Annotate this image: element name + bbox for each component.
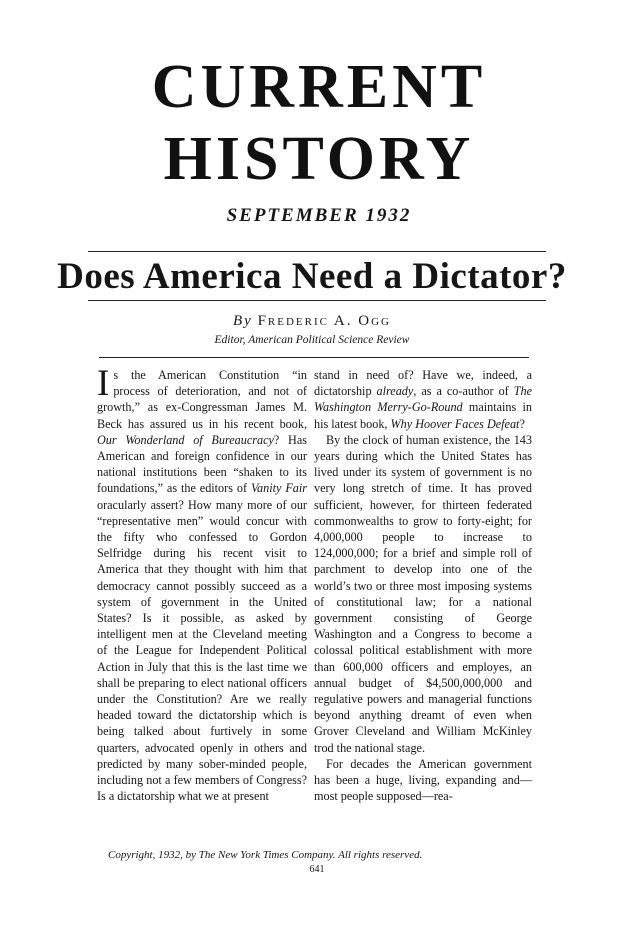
book-title: Our Wonderland of Bureaucracy — [97, 432, 274, 447]
copyright-notice: Copyright, 1932, by The New York Times Company. All rights reserved. — [108, 849, 423, 861]
left-paragraph: Is the American Constitution “in process of deterioration, and not of growth,” as ex-Congressman James M. Beck has assured us in his recent book, Our Wonderland of Bureaucracy? Has American and foreign confidence in our national institutions been “shaken to its foundations,” as the editors of Vanity Fair oracularly assert? How many more of our “representative men” would concur with the fifty who confessed to Gordon Selfridge during his recent visit to America that they thought with him that democracy cannot possibly succeed as a system of government in the United States? Is it possible, as asked by intelligent men at the Cleveland meeting of the League for Independent Political Action in July that this is the last time we shall be preparing to elect national officers under the Constitution? Are we really headed toward the dictatorship which is being talked about furtively in some quarters, advocated openly in others and predicted by many sober-minded people, including not a few members of Congress? Is a dictatorship what we at present — [97, 363, 307, 804]
title-rule-top — [88, 251, 546, 252]
drop-cap: I — [97, 363, 110, 404]
right-paragraph-3: For decades the American government has been a huge, living, expanding and—most people supposed—rea- — [314, 756, 532, 804]
right-paragraph-1: stand in need of? Have we, indeed, a dictatorship already, as a co-author of The Washington Merry-Go-Round maintains in his latest book, Why Hoover Faces Defeat? — [314, 368, 532, 431]
byline-prefix: By — [233, 313, 253, 329]
right-column — [314, 367, 532, 804]
title-rule-bottom — [88, 300, 546, 301]
masthead-current: CURRENT — [151, 53, 487, 121]
book-title: The Washington Merry-Go-Round — [314, 384, 532, 415]
right-paragraph-2: By the clock of human existence, the 143 years during which the United States has lived under its system of government is no very long stretch of time. It has proved sufficient, however, for thirteen federated commonwealths to grow to forty-eight; for 4,000,000 people to increase to 124,000,000; for a brief and simple roll of parchment to develop into one of the world’s two or three most imposing systems of constitutional law; for a national government consisting of George Washington and a Congress to become a colossal political establishment with more than 600,000 officers and employes, an annual budget of $4,500,000,000 and regulative powers and managerial functions beyond anything dreamt of even when Grover Cleveland and William McKinley trod the national stage. — [314, 432, 532, 755]
byline — [0, 312, 624, 330]
left-column — [97, 363, 307, 804]
page-number: 641 — [309, 864, 325, 875]
masthead-history: HISTORY — [163, 125, 475, 193]
magazine-title: Vanity Fair — [250, 481, 307, 496]
author-name: Frederic A. Ogg — [257, 313, 391, 329]
book-title: Why Hoover Faces Defeat — [390, 416, 520, 431]
issue-date: SEPTEMBER 1932 — [226, 205, 412, 226]
author-affiliation: Editor, American Political Science Review — [214, 334, 410, 346]
byline-rule — [99, 357, 529, 358]
article-title: Does America Need a Dictator? — [57, 256, 567, 297]
